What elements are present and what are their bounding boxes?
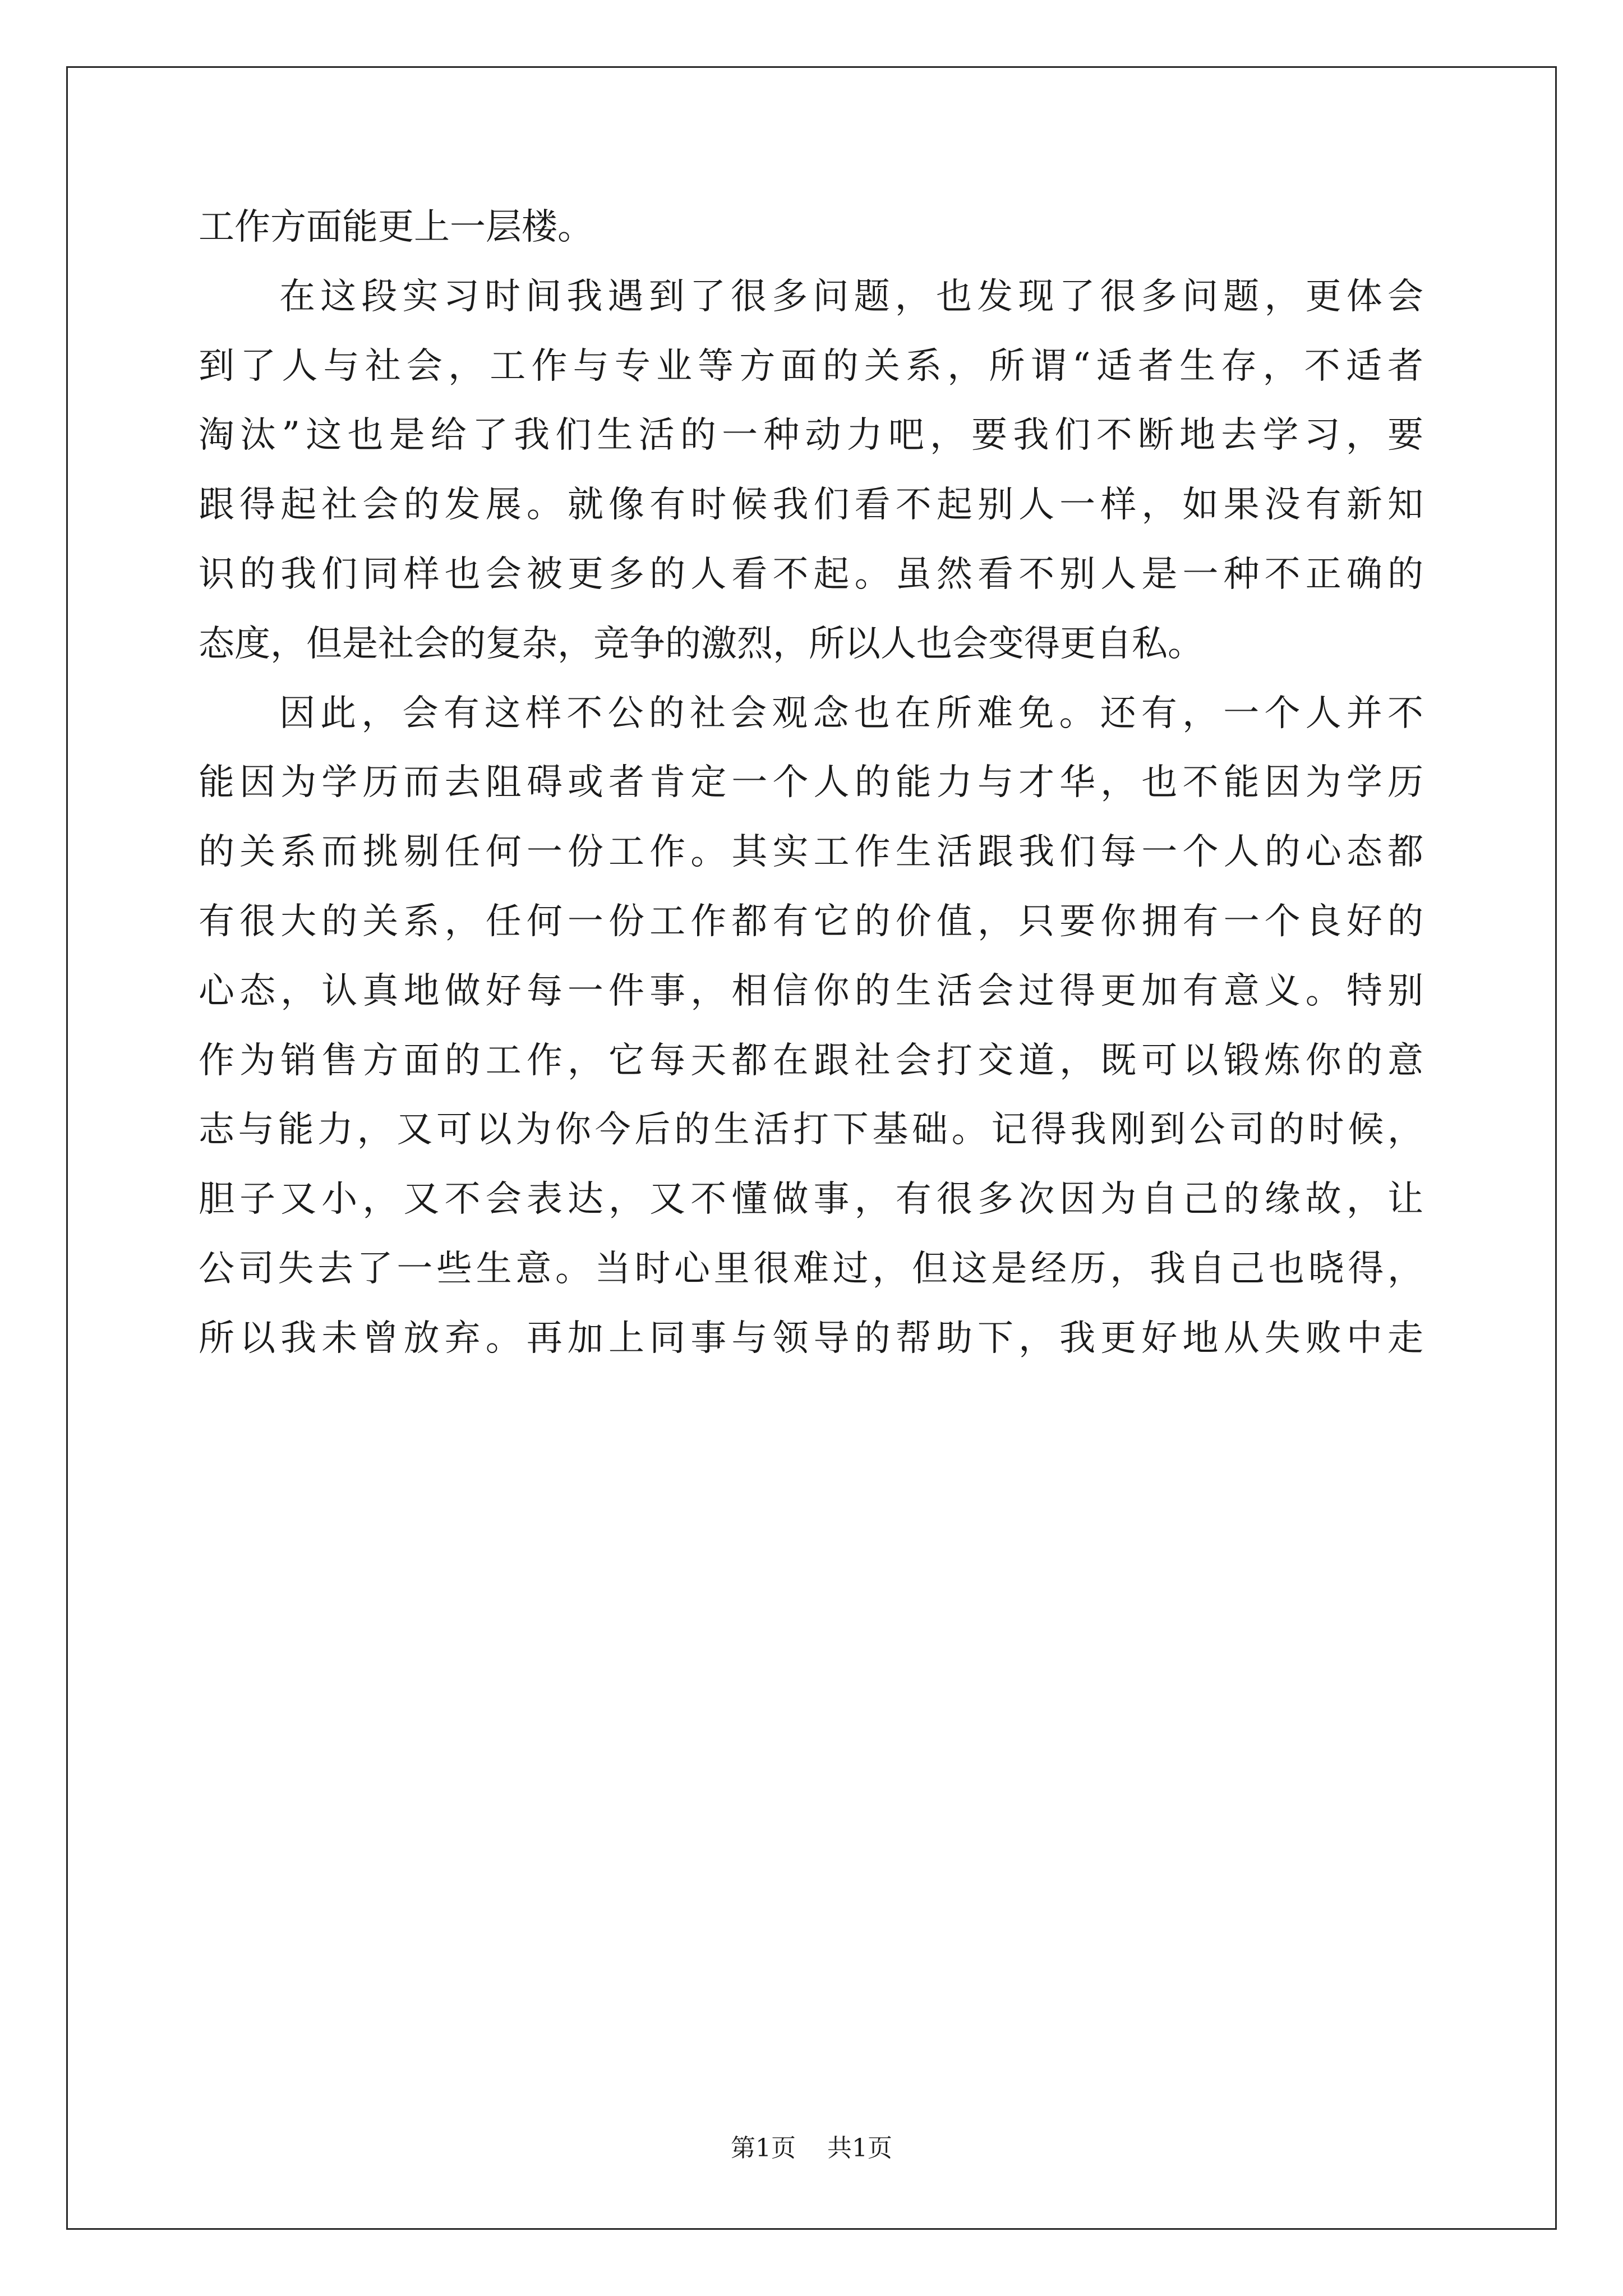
text-line: 在这段实习时间我遇到了很多问题，也发现了很多问题，更体会 bbox=[279, 275, 1423, 318]
document-body bbox=[199, 193, 1423, 1374]
text-line: 胆子又小，又不会表达，又不懂做事，有很多次因为自己的缘故，让 bbox=[199, 1179, 1423, 1221]
text-line: 淘汰”这也是给了我们生活的一种动力吧，要我们不断地去学习，要 bbox=[199, 415, 1423, 457]
text-line: 公司失去了一些生意。当时心里很难过，但这是经历，我自己也晓得， bbox=[199, 1248, 1423, 1290]
text-line: 因此，会有这样不公的社会观念也在所难免。还有，一个人并不 bbox=[279, 692, 1423, 734]
page-footer bbox=[0, 2132, 1623, 2165]
text-line: 跟得起社会的发展。就像有时候我们看不起别人一样，如果没有新知 bbox=[199, 484, 1423, 526]
text-line: 心态，认真地做好每一件事，相信你的生活会过得更加有意义。特别 bbox=[199, 970, 1423, 1012]
text-line: 有很大的关系，任何一份工作都有它的价值，只要你拥有一个良好的 bbox=[199, 900, 1423, 942]
text-line: 态度，但是社会的复杂，竞争的激烈，所以人也会变得更自私。 bbox=[199, 623, 1204, 665]
page-number-total: 共1页 bbox=[827, 2134, 892, 2162]
text-line: 的关系而挑剔任何一份工作。其实工作生活跟我们每一个人的心态都 bbox=[199, 831, 1423, 873]
text-line: 作为销售方面的工作，它每天都在跟社会打交道，既可以锻炼你的意 bbox=[199, 1039, 1423, 1082]
text-line: 志与能力，又可以为你今后的生活打下基础。记得我刚到公司的时候， bbox=[199, 1109, 1423, 1151]
text-line: 所以我未曾放弃。再加上同事与领导的帮助下，我更好地从失败中走 bbox=[199, 1317, 1423, 1359]
page-number-current: 第1页 bbox=[731, 2134, 796, 2162]
text-line: 能因为学历而去阻碍或者肯定一个人的能力与才华，也不能因为学历 bbox=[199, 762, 1423, 804]
text-line: 工作方面能更上一层楼。 bbox=[199, 206, 593, 248]
text-line: 到了人与社会，工作与专业等方面的关系，所谓“适者生存，不适者 bbox=[199, 345, 1423, 387]
text-line: 识的我们同样也会被更多的人看不起。虽然看不别人是一种不正确的 bbox=[199, 553, 1423, 595]
